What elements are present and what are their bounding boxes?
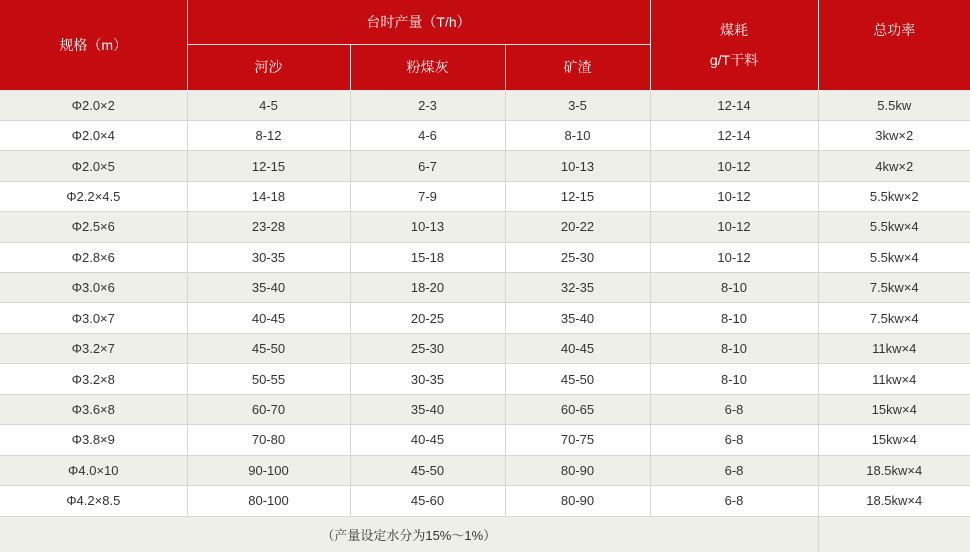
spec-cell: Φ2.0×4	[0, 120, 187, 150]
footer-note: （产量设定水分为15%～1%）	[0, 516, 818, 552]
value-cell: 10-13	[350, 212, 505, 242]
value-cell: 18.5kw×4	[818, 485, 970, 516]
value-cell: 10-13	[505, 151, 650, 181]
value-cell: 4-5	[187, 90, 350, 120]
value-cell: 15kw×4	[818, 394, 970, 424]
value-cell: 12-14	[650, 120, 818, 150]
value-cell: 6-8	[650, 394, 818, 424]
header-slag: 矿渣	[505, 44, 650, 90]
value-cell: 90-100	[187, 455, 350, 485]
spec-cell: Φ3.2×8	[0, 364, 187, 394]
value-cell: 8-12	[187, 120, 350, 150]
value-cell: 12-15	[187, 151, 350, 181]
value-cell: 30-35	[350, 364, 505, 394]
value-cell: 35-40	[350, 394, 505, 424]
table-footer	[0, 516, 970, 552]
value-cell: 6-8	[650, 425, 818, 455]
value-cell: 8-10	[650, 303, 818, 333]
spec-cell: Φ2.8×6	[0, 242, 187, 272]
value-cell: 7.5kw×4	[818, 273, 970, 303]
table-row	[0, 364, 970, 394]
table-row	[0, 120, 970, 150]
header-power-line1: 总功率	[873, 21, 916, 38]
value-cell: 60-70	[187, 394, 350, 424]
spec-cell: Φ3.8×9	[0, 425, 187, 455]
value-cell: 12-14	[650, 90, 818, 120]
value-cell: 3kw×2	[818, 120, 970, 150]
value-cell: 11kw×4	[818, 364, 970, 394]
value-cell: 20-22	[505, 212, 650, 242]
value-cell: 35-40	[187, 273, 350, 303]
value-cell: 25-30	[505, 242, 650, 272]
header-coal-line1: 煤耗	[720, 21, 748, 38]
value-cell: 15kw×4	[818, 425, 970, 455]
value-cell: 23-28	[187, 212, 350, 242]
table-row	[0, 333, 970, 363]
value-cell: 80-90	[505, 455, 650, 485]
value-cell: 80-90	[505, 485, 650, 516]
table-row	[0, 485, 970, 516]
value-cell: 18-20	[350, 273, 505, 303]
header-output-group: 台时产量（T/h）	[187, 0, 650, 44]
table-row	[0, 90, 970, 120]
spec-cell: Φ3.6×8	[0, 394, 187, 424]
value-cell: 45-50	[187, 333, 350, 363]
value-cell: 8-10	[650, 333, 818, 363]
value-cell: 45-50	[350, 455, 505, 485]
value-cell: 5.5kw	[818, 90, 970, 120]
value-cell: 18.5kw×4	[818, 455, 970, 485]
spec-cell: Φ3.0×7	[0, 303, 187, 333]
table-header	[0, 0, 970, 90]
table-body	[0, 90, 970, 516]
table-row	[0, 455, 970, 485]
header-coal-consumption	[650, 0, 818, 90]
value-cell: 25-30	[350, 333, 505, 363]
value-cell: 14-18	[187, 181, 350, 211]
value-cell: 7-9	[350, 181, 505, 211]
value-cell: 20-25	[350, 303, 505, 333]
spec-cell: Φ2.2×4.5	[0, 181, 187, 211]
table-row	[0, 273, 970, 303]
value-cell: 8-10	[650, 364, 818, 394]
table-row	[0, 303, 970, 333]
value-cell: 7.5kw×4	[818, 303, 970, 333]
value-cell: 10-12	[650, 151, 818, 181]
value-cell: 40-45	[187, 303, 350, 333]
header-spec: 规格（m）	[0, 0, 187, 90]
value-cell: 70-75	[505, 425, 650, 455]
value-cell: 40-45	[505, 333, 650, 363]
spec-cell: Φ4.2×8.5	[0, 485, 187, 516]
value-cell: 40-45	[350, 425, 505, 455]
table-row	[0, 212, 970, 242]
header-fly-ash: 粉煤灰	[350, 44, 505, 90]
value-cell: 60-65	[505, 394, 650, 424]
header-coal-line2: g/T干料	[709, 51, 759, 68]
value-cell: 4kw×2	[818, 151, 970, 181]
value-cell: 6-8	[650, 485, 818, 516]
footer-empty-cell	[818, 516, 970, 552]
value-cell: 6-8	[650, 455, 818, 485]
value-cell: 30-35	[187, 242, 350, 272]
value-cell: 35-40	[505, 303, 650, 333]
spec-cell: Φ3.2×7	[0, 333, 187, 363]
value-cell: 45-60	[350, 485, 505, 516]
table-row	[0, 151, 970, 181]
value-cell: 2-3	[350, 90, 505, 120]
value-cell: 12-15	[505, 181, 650, 211]
value-cell: 10-12	[650, 212, 818, 242]
table-row	[0, 394, 970, 424]
spec-cell: Φ4.0×10	[0, 455, 187, 485]
table-row	[0, 242, 970, 272]
value-cell: 6-7	[350, 151, 505, 181]
table-row	[0, 181, 970, 211]
value-cell: 5.5kw×2	[818, 181, 970, 211]
value-cell: 5.5kw×4	[818, 212, 970, 242]
spec-cell: Φ2.0×2	[0, 90, 187, 120]
value-cell: 4-6	[350, 120, 505, 150]
value-cell: 10-12	[650, 181, 818, 211]
header-river-sand: 河沙	[187, 44, 350, 90]
value-cell: 5.5kw×4	[818, 242, 970, 272]
value-cell: 8-10	[650, 273, 818, 303]
spec-cell: Φ3.0×6	[0, 273, 187, 303]
value-cell: 8-10	[505, 120, 650, 150]
value-cell: 70-80	[187, 425, 350, 455]
spec-cell: Φ2.0×5	[0, 151, 187, 181]
value-cell: 32-35	[505, 273, 650, 303]
table-row	[0, 425, 970, 455]
value-cell: 15-18	[350, 242, 505, 272]
value-cell: 11kw×4	[818, 333, 970, 363]
value-cell: 45-50	[505, 364, 650, 394]
header-power-line2	[819, 45, 970, 75]
value-cell: 3-5	[505, 90, 650, 120]
header-total-power	[818, 0, 970, 90]
value-cell: 10-12	[650, 242, 818, 272]
value-cell: 50-55	[187, 364, 350, 394]
value-cell: 80-100	[187, 485, 350, 516]
spec-cell: Φ2.5×6	[0, 212, 187, 242]
